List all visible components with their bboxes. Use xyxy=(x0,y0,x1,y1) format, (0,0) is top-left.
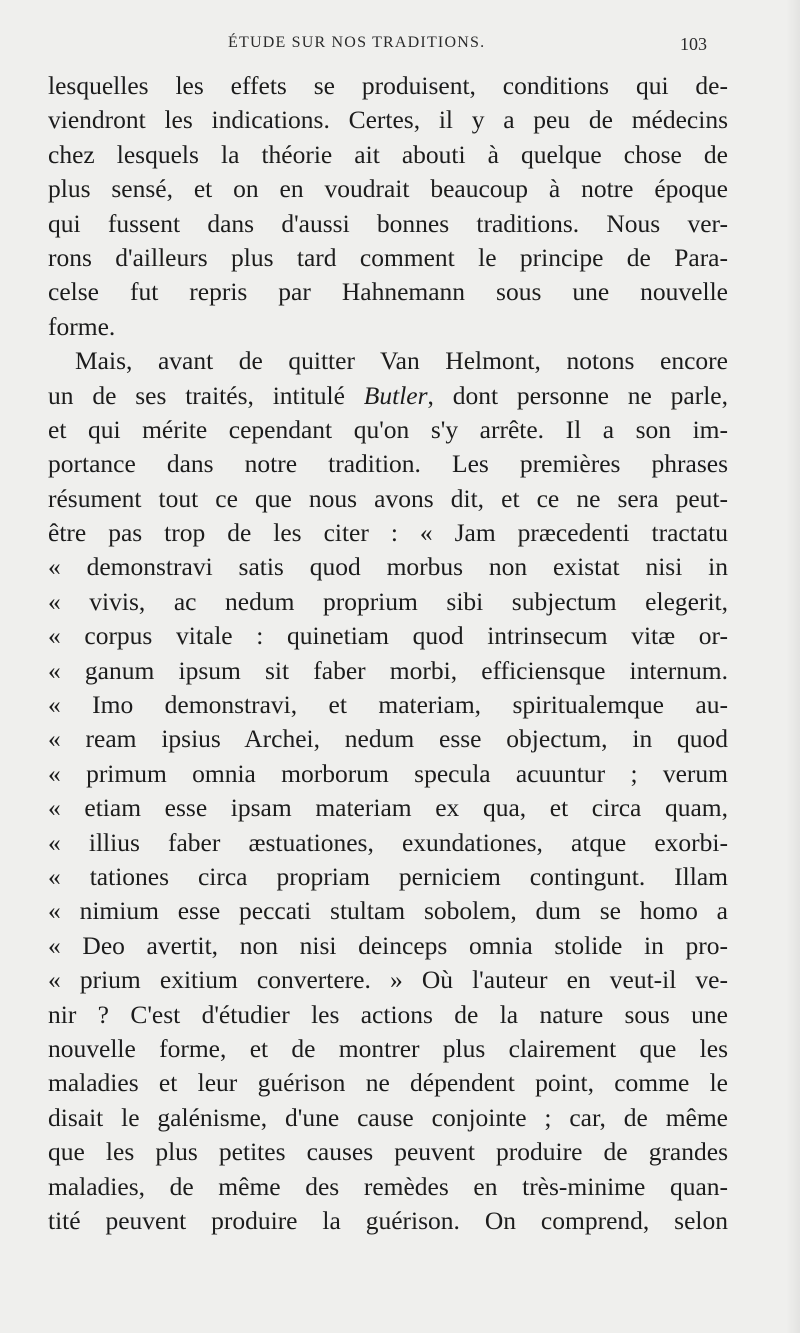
text-line: lesquelles les effets se produisent, conditions qui de- xyxy=(48,71,728,100)
quote-line: « Deo avertit, non nisi deinceps omnia stolide in pro- xyxy=(48,930,728,960)
text-line: maladies et leur guérison ne dépendent point, comme le xyxy=(48,1068,728,1098)
quote-line: « prium exitium convertere. » Où l'auteur en veut-il ve- xyxy=(48,965,728,995)
quote-line: « illius faber æstuationes, exundationes, atque exorbi- xyxy=(48,827,728,857)
text-line: être pas trop de les citer : « Jam præcedenti tractatu xyxy=(48,518,728,548)
text-line-with-title xyxy=(48,379,728,413)
text-line: nouvelle forme, et de montrer plus clairement que les xyxy=(48,1033,728,1063)
running-title: ÉTUDE SUR NOS TRADITIONS. xyxy=(228,34,486,51)
text-line: résument tout ce que nous avons dit, et ce ne sera peut- xyxy=(48,483,728,513)
text-line: que les plus petites causes peuvent produire de grandes xyxy=(48,1137,728,1167)
text-line: chez lesquels la théorie ait abouti à quelque chose de xyxy=(48,139,728,169)
quote-line: « ream ipsius Archei, nedum esse objectum, in quod xyxy=(48,724,728,754)
paragraph-start-line: Mais, avant de quitter Van Helmont, notons encore xyxy=(75,346,728,376)
book-title-butler: Butler xyxy=(363,380,428,410)
line-text-before-title: un de ses traités, intitulé xyxy=(48,380,364,410)
text-line: disait le galénisme, d'une cause conjointe ; car, de même xyxy=(48,1102,728,1132)
quote-line: « demonstravi satis quod morbus non existat nisi in xyxy=(48,552,728,582)
quote-line: « tationes circa propriam perniciem contingunt. Illam xyxy=(48,861,728,891)
quote-line: « primum omnia morborum specula acuuntur ; verum xyxy=(48,758,728,788)
text-line: nir ? C'est d'étudier les actions de la nature sous une xyxy=(48,999,728,1029)
text-line: maladies, de même des remèdes en très-minime quan- xyxy=(48,1171,728,1201)
quote-line: « nimium esse peccati stultam sobolem, dum se homo a xyxy=(48,896,728,926)
page-number: 103 xyxy=(680,34,707,54)
page-edge-shadow xyxy=(786,0,800,1333)
quote-line: « corpus vitale : quinetiam quod intrinsecum vitæ or- xyxy=(48,621,728,651)
text-line: et qui mérite cependant qu'on s'y arrête. Il a son im- xyxy=(48,414,728,444)
text-line: celse fut repris par Hahnemann sous une nouvelle xyxy=(48,277,728,307)
text-line: portance dans notre tradition. Les premières phrases xyxy=(48,449,728,479)
text-line: viendront les indications. Certes, il y a peu de médecins xyxy=(48,105,728,135)
text-line: rons d'ailleurs plus tard comment le principe de Para- xyxy=(48,242,728,272)
body-text xyxy=(48,69,728,1238)
quote-line: « vivis, ac nedum proprium sibi subjectum elegerit, xyxy=(48,586,728,616)
running-head xyxy=(0,34,800,58)
paragraph-end-line: forme. xyxy=(48,311,116,341)
text-line: tité peuvent produire la guérison. On comprend, selon xyxy=(48,1205,728,1235)
text-line: qui fussent dans d'aussi bonnes traditions. Nous ver- xyxy=(48,208,728,238)
line-text-after-title: , dont personne ne parle, xyxy=(427,380,728,410)
quote-line: « etiam esse ipsam materiam ex qua, et circa quam, xyxy=(48,793,728,823)
text-line: plus sensé, et on en voudrait beaucoup à notre époque xyxy=(48,174,728,204)
quote-line: « ganum ipsum sit faber morbi, efficiensque internum. xyxy=(48,655,728,685)
quote-line: « Imo demonstravi, et materiam, spiritualemque au- xyxy=(48,690,728,720)
